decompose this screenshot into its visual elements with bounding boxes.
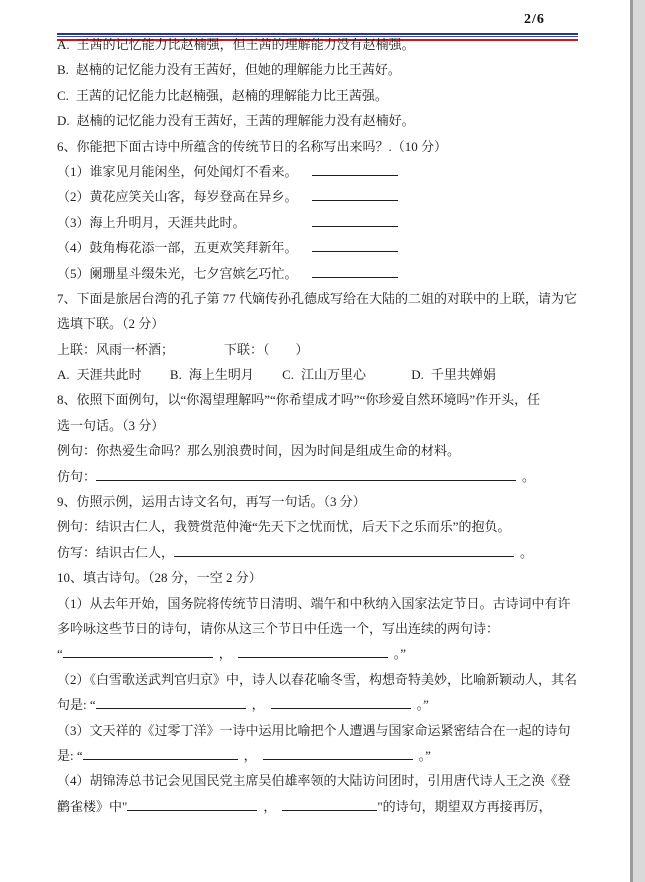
option-label: B. xyxy=(57,62,69,78)
question-stem-text: 10、填古诗句。（28 分，一空 2 分） xyxy=(57,570,262,586)
answer-blank xyxy=(312,263,398,278)
question-stem-text: 6、你能把下面古诗中所蕴含的传统节日的名称写出来吗？.（10 分） xyxy=(57,138,448,154)
shanglian-text: 上联：风雨一杯酒； xyxy=(57,341,175,357)
page-number: 2/6 xyxy=(524,12,545,27)
q7-couplet-line xyxy=(57,337,597,362)
answer-blank xyxy=(238,643,388,658)
question-stem-text: （1）从去年开始，国务院将传统节日清明、端午和中秋纳入国家法定节日。古诗词中有许 xyxy=(57,595,571,611)
q6-item-4 xyxy=(57,235,597,260)
answer-blank xyxy=(96,466,516,481)
comma: ， xyxy=(218,646,232,662)
q7-option-c: C. 江山万里心 xyxy=(282,367,367,383)
q10-item3-line1 xyxy=(57,718,597,743)
q10-item2-blanks xyxy=(57,692,597,717)
q10-item2-line1 xyxy=(57,667,597,692)
q7-option-b: B. 海上生明月 xyxy=(169,367,254,383)
answer-blank xyxy=(271,694,411,709)
answer-blank xyxy=(312,212,398,227)
q7-stem-line1 xyxy=(57,286,597,311)
q9-answer-line xyxy=(57,540,597,565)
end-punctuation: 。 xyxy=(522,468,536,484)
close-quote-period: 。” xyxy=(416,697,429,713)
q7-option-d: D. 千里共婵娟 xyxy=(411,367,496,383)
q6-item-1 xyxy=(57,159,597,184)
q6-stem xyxy=(57,134,597,159)
q7-stem-line2 xyxy=(57,311,597,336)
end-punctuation: 。 xyxy=(520,544,534,560)
poem-line: （3）海上升明月，天涯共此时。 xyxy=(57,214,246,230)
comma: ， xyxy=(251,697,265,713)
q8-stem-line2 xyxy=(57,413,597,438)
answer-blank xyxy=(282,796,377,811)
q9-stem xyxy=(57,489,597,514)
q10-item1-line2 xyxy=(57,616,597,641)
q5-option-d xyxy=(57,108,597,133)
q7-option-a: A. 天涯共此时 xyxy=(57,367,142,383)
poem-line: （4）鼓角梅花添一部，五更欢笑拜新年。 xyxy=(57,240,298,256)
q10-item3-blanks xyxy=(57,743,597,768)
answer-blank xyxy=(312,186,398,201)
option-text: 王茜的记忆能力比赵楠强，但王茜的理解能力没有赵楠强。 xyxy=(76,37,415,52)
answer-lead: 句是: “ xyxy=(57,697,96,713)
q5-option-b xyxy=(57,57,597,82)
xialian-text: 下联：（ ） xyxy=(224,341,309,357)
q10-item1-line1 xyxy=(57,591,597,616)
close-quote-period: 。” xyxy=(418,747,431,763)
option-text: 赵楠的记忆能力没有王茜好，但她的理解能力比王茜好。 xyxy=(75,62,401,78)
q9-example xyxy=(57,514,597,539)
question-stem-text: 选一句话。（3 分） xyxy=(57,417,165,433)
question-stem-text: 多吟咏这些节日的诗句，请你从这三个节日中任选一个，写出连续的两句诗： xyxy=(57,620,500,636)
option-text: 赵楠的记忆能力没有王茜好，王茜的理解能力没有赵楠好。 xyxy=(76,113,415,129)
q10-item1-blanks xyxy=(57,641,597,666)
q6-item-2 xyxy=(57,184,597,209)
question-stem-text: 选填下联。（2 分） xyxy=(57,316,165,332)
answer-blank xyxy=(174,542,514,557)
answer-lead: 是: “ xyxy=(57,747,83,763)
q5-option-a xyxy=(57,32,597,57)
comma: ， xyxy=(243,747,257,763)
answer-blank xyxy=(83,745,238,760)
q10-item4-line1 xyxy=(57,768,597,793)
q8-example xyxy=(57,438,597,463)
comma: ， xyxy=(263,798,277,814)
poem-line: （1）谁家见月能闲坐，何处闻灯不看来。 xyxy=(57,163,298,179)
q6-item-3 xyxy=(57,210,597,235)
option-label: A. xyxy=(57,37,70,52)
option-label: D. xyxy=(57,113,70,129)
question-stem-text: 8、依照下面例句，以“你渴望理解吗”“你希望成才吗”“你珍爱自然环境吗”作开头，任 xyxy=(57,392,541,408)
option-label: C. xyxy=(57,87,69,103)
question-stem-text: （2）《白雪歌送武判官归京》中，诗人以春花喻冬雪，构想奇特美妙，比喻新颖动人，其名 xyxy=(57,671,578,687)
q7-options xyxy=(57,362,597,387)
q5-option-c xyxy=(57,83,597,108)
q6-item-5 xyxy=(57,261,597,286)
answer-lead: 仿写：结识古仁人， xyxy=(57,544,175,560)
example-sentence: 例句：结识古仁人，我赞赏范仲淹“先天下之忧而忧，后天下之乐而乐”的抱负。 xyxy=(57,519,511,535)
example-sentence: 例句：你热爱生命吗？那么别浪费时间，因为时间是组成生命的材料。 xyxy=(57,443,461,459)
q8-answer-line xyxy=(57,464,597,489)
answer-tail: "的诗句，期望双方再接再厉， xyxy=(377,798,552,814)
question-stem-text: （4）胡锦涛总书记会见国民党主席吴伯雄率领的大陆访问团时，引用唐代诗人王之涣《登 xyxy=(57,773,571,789)
answer-lead: 鹳雀楼》中" xyxy=(57,798,128,814)
answer-blank xyxy=(63,643,213,658)
answer-blank xyxy=(312,161,398,176)
q8-stem-line1 xyxy=(57,387,597,412)
poem-line: （2）黄花应笑关山客，每岁登高在异乡。 xyxy=(57,189,298,205)
q10-stem xyxy=(57,565,597,590)
document-body xyxy=(57,32,597,819)
question-stem-text: 9、仿照示例，运用古诗文名句，再写一句话。（3 分） xyxy=(57,494,366,510)
answer-blank xyxy=(127,796,257,811)
open-quote: “ xyxy=(57,646,63,662)
q10-item4-blanks xyxy=(57,794,597,819)
question-stem-text: （3）文天祥的《过零丁洋》一诗中运用比喻把个人遭遇与国家命运紧密结合在一起的诗句 xyxy=(57,722,571,738)
answer-blank xyxy=(96,694,246,709)
question-stem-text: 7、下面是旅居台湾的孔子第 77 代嫡传孙孔德成写给在大陆的二姐的对联中的上联，请为它 xyxy=(57,290,578,306)
close-quote-period: 。” xyxy=(393,646,407,662)
poem-line: （5）阑珊星斗缀朱光，七夕宫嫔乞巧忙。 xyxy=(57,265,298,281)
answer-blank xyxy=(312,237,398,252)
option-text: 王茜的记忆能力比赵楠强，赵楠的理解能力比王茜强。 xyxy=(75,87,388,103)
answer-lead: 仿句： xyxy=(57,468,97,484)
answer-blank xyxy=(263,745,413,760)
